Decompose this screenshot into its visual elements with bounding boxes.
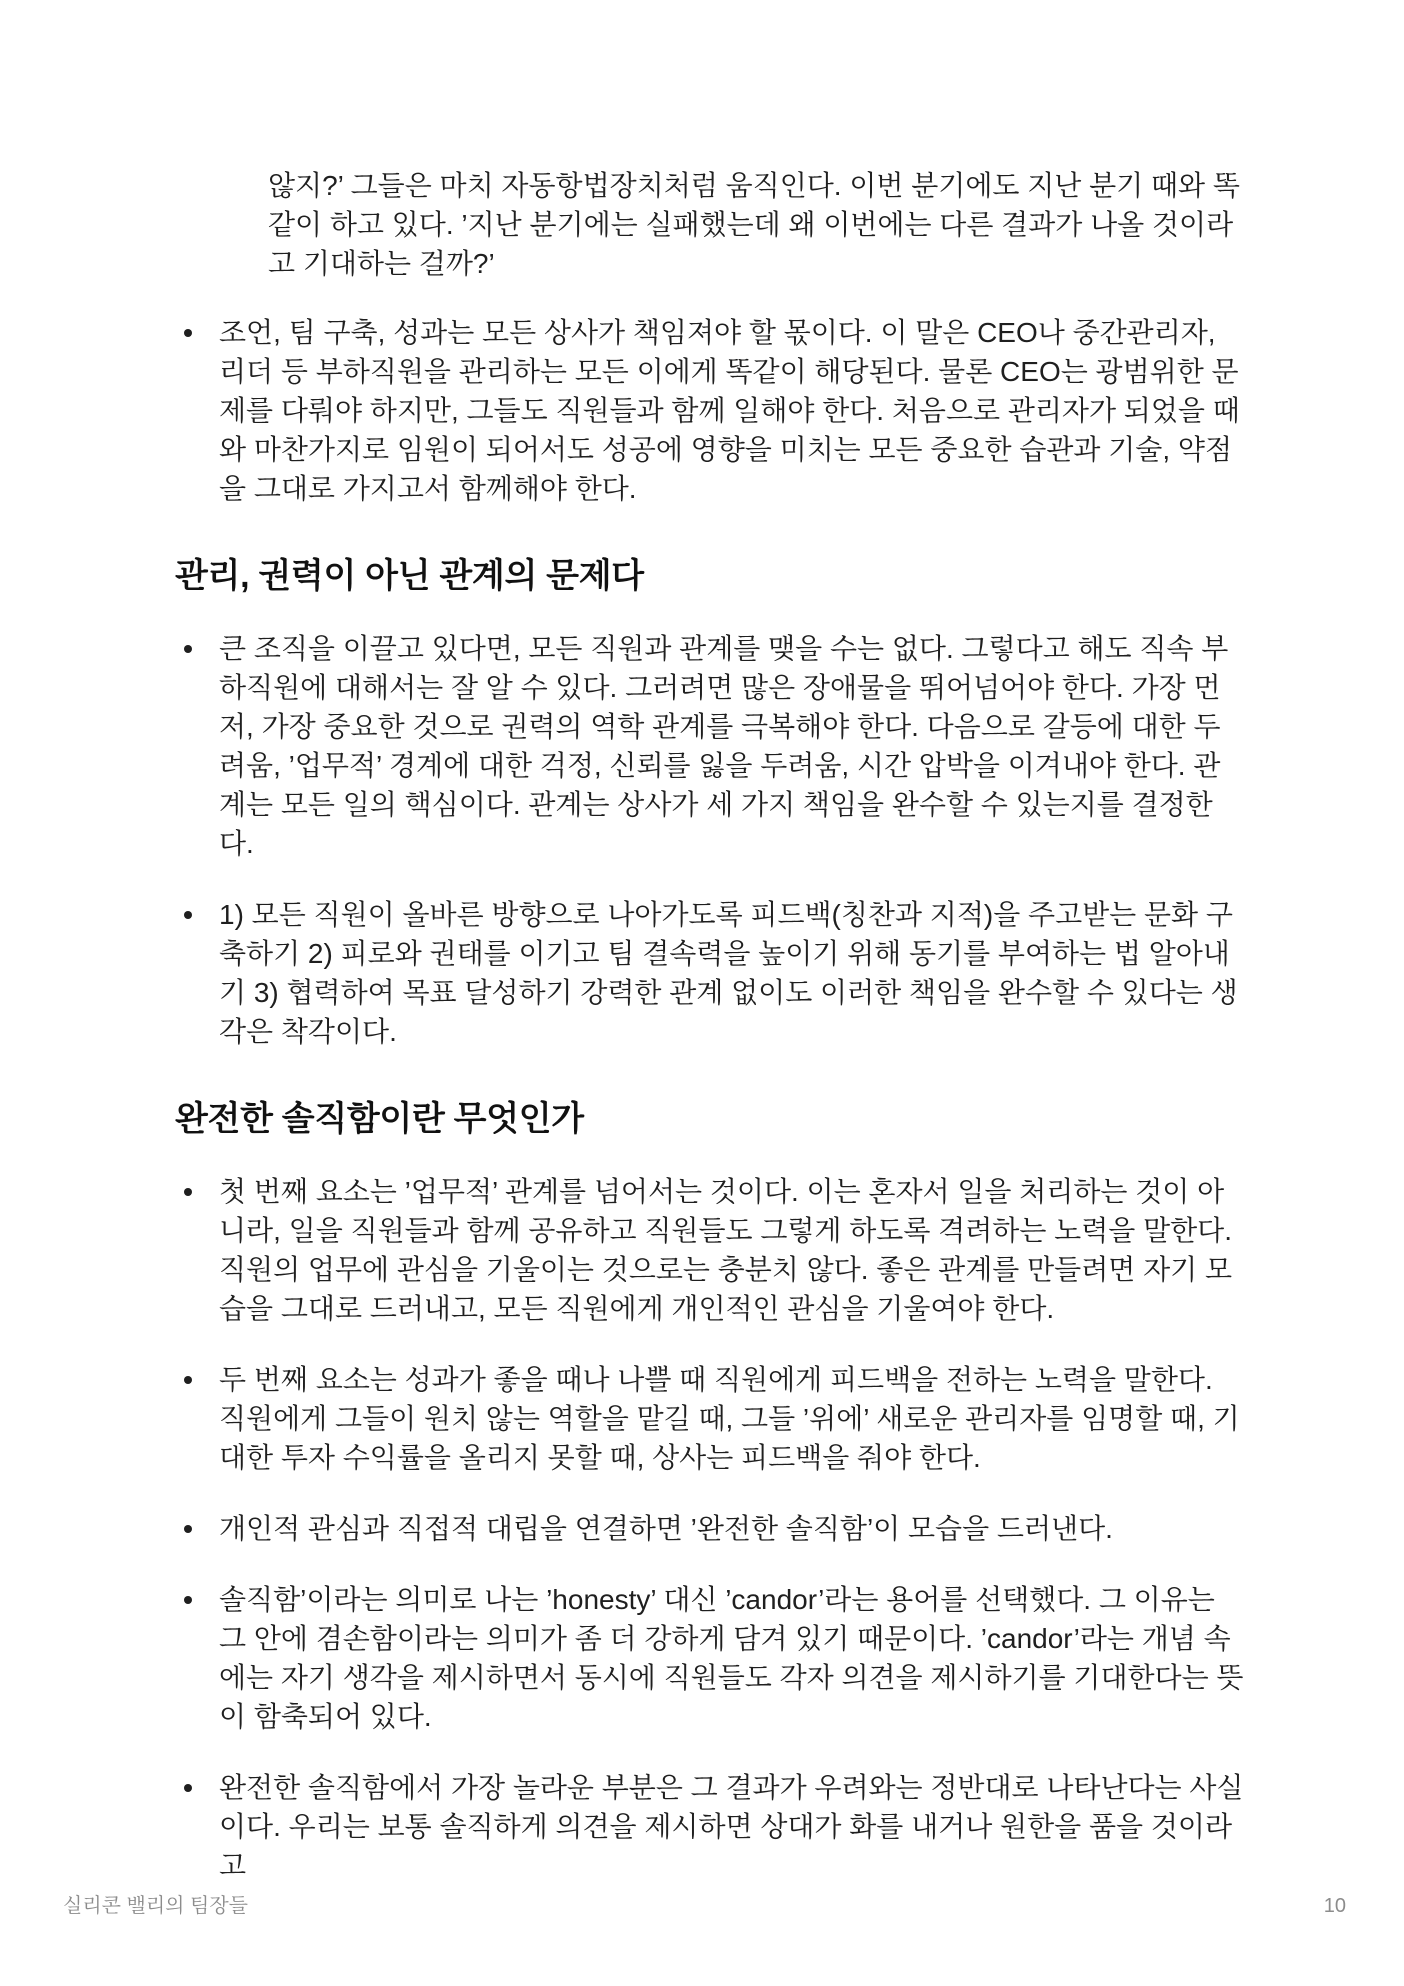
footer-page-number: 10: [1323, 1895, 1346, 1917]
bullet-dot-icon: [184, 329, 192, 337]
bullet-text: 완전한 솔직함에서 가장 놀라운 부분은 그 결과가 우려와는 정반대로 나타난다는 사실이다. 우리는 보통 솔직하게 의견을 제시하면 상대가 화를 내거나 원한을 품을 것이라고: [219, 1772, 1244, 1881]
bullet-dot-icon: [184, 1784, 192, 1792]
bullet-dot-icon: [184, 911, 192, 919]
list-item: [175, 1172, 1245, 1328]
footer-book-title: 실리콘 밸리의 팀장들: [63, 1895, 248, 1917]
bullet-text: 개인적 관심과 직접적 대립을 연결하면 ’완전한 솔직함’이 모습을 드러낸다.: [219, 1513, 1113, 1544]
list-item: [175, 1768, 1245, 1885]
section-bullet-list-2: [175, 1172, 1245, 1885]
page-footer: [63, 1893, 1346, 1919]
list-item: [175, 629, 1245, 863]
section-heading-radical-candor: 완전한 솔직함이란 무엇인가: [175, 1100, 584, 1138]
bullet-dot-icon: [184, 1596, 192, 1604]
list-item: [175, 1360, 1245, 1477]
list-item: [175, 1580, 1245, 1736]
bullet-text: 첫 번째 요소는 ’업무적’ 관계를 넘어서는 것이다. 이는 혼자서 일을 처리하는 것이 아니라, 일을 직원들과 함께 공유하고 직원들도 그렇게 하도록 격려하는 노력을 말한다. 직원의 업무에 관심을 기울이는 것으로는 충분치 않다. 좋은 관계를 만들려면 자기 모습을 그대로 드러내고, 모든 직원에게 개인적인 관심을 기울여야 한다.: [219, 1176, 1232, 1324]
bullet-dot-icon: [184, 645, 192, 653]
section-bullet-list-1: [175, 629, 1245, 1051]
bullet-dot-icon: [184, 1188, 192, 1196]
quote-continuation-paragraph: 않지?’ 그들은 마치 자동항법장치처럼 움직인다. 이번 분기에도 지난 분기 때와 똑같이 하고 있다. ’지난 분기에는 실패했는데 왜 이번에는 다른 결과가 나올 것이라고 기대하는 걸까?’: [268, 170, 1240, 279]
bullet-text: 솔직함’이라는 의미로 나는 ’honesty’ 대신 ’candor’라는 용어를 선택했다. 그 이유는 그 안에 겸손함이라는 의미가 좀 더 강하게 담겨 있기 때문이다. ’candor’라는 개념 속에는 자기 생각을 제시하면서 동시에 직원들도 각자 의견을 제시하기를 기대한다는 뜻이 함축되어 있다.: [219, 1584, 1244, 1732]
section-heading-management-relationships: 관리, 권력이 아닌 관계의 문제다: [175, 557, 644, 595]
list-item: [175, 1509, 1245, 1548]
intro-bullet-list: [175, 313, 1245, 508]
bullet-dot-icon: [184, 1525, 192, 1533]
bullet-text: 조언, 팀 구축, 성과는 모든 상사가 책임져야 할 몫이다. 이 말은 CEO나 중간관리자, 리더 등 부하직원을 관리하는 모든 이에게 똑같이 해당된다. 물론 CEO는 광범위한 문제를 다뤄야 하지만, 그들도 직원들과 함께 일해야 한다. 처음으로 관리자가 되었을 때와 마찬가지로 임원이 되어서도 성공에 영향을 미치는 모든 중요한 습관과 기술, 약점을 그대로 가지고서 함께해야 한다.: [219, 317, 1240, 504]
bullet-dot-icon: [184, 1376, 192, 1384]
bullet-text: 1) 모든 직원이 올바른 방향으로 나아가도록 피드백(칭찬과 지적)을 주고받는 문화 구축하기 2) 피로와 권태를 이기고 팀 결속력을 높이기 위해 동기를 부여하는 법 알아내기 3) 협력하여 목표 달성하기 강력한 관계 없이도 이러한 책임을 완수할 수 있다는 생각은 착각이다.: [219, 899, 1238, 1047]
bullet-text: 두 번째 요소는 성과가 좋을 때나 나쁠 때 직원에게 피드백을 전하는 노력을 말한다. 직원에게 그들이 원치 않는 역할을 맡길 때, 그들 ’위에’ 새로운 관리자를 임명할 때, 기대한 투자 수익률을 올리지 못할 때, 상사는 피드백을 줘야 한다.: [219, 1364, 1240, 1473]
list-item: [175, 895, 1245, 1051]
list-item: [175, 313, 1245, 508]
bullet-text: 큰 조직을 이끌고 있다면, 모든 직원과 관계를 맺을 수는 없다. 그렇다고 해도 직속 부하직원에 대해서는 잘 알 수 있다. 그러려면 많은 장애물을 뛰어넘어야 한다. 가장 먼저, 가장 중요한 것으로 권력의 역학 관계를 극복해야 한다. 다음으로 갈등에 대한 두려움, ’업무적’ 경계에 대한 걱정, 신뢰를 잃을 두려움, 시간 압박을 이겨내야 한다. 관계는 모든 일의 핵심이다. 관계는 상사가 세 가지 책임을 완수할 수 있는지를 결정한다.: [219, 633, 1229, 859]
